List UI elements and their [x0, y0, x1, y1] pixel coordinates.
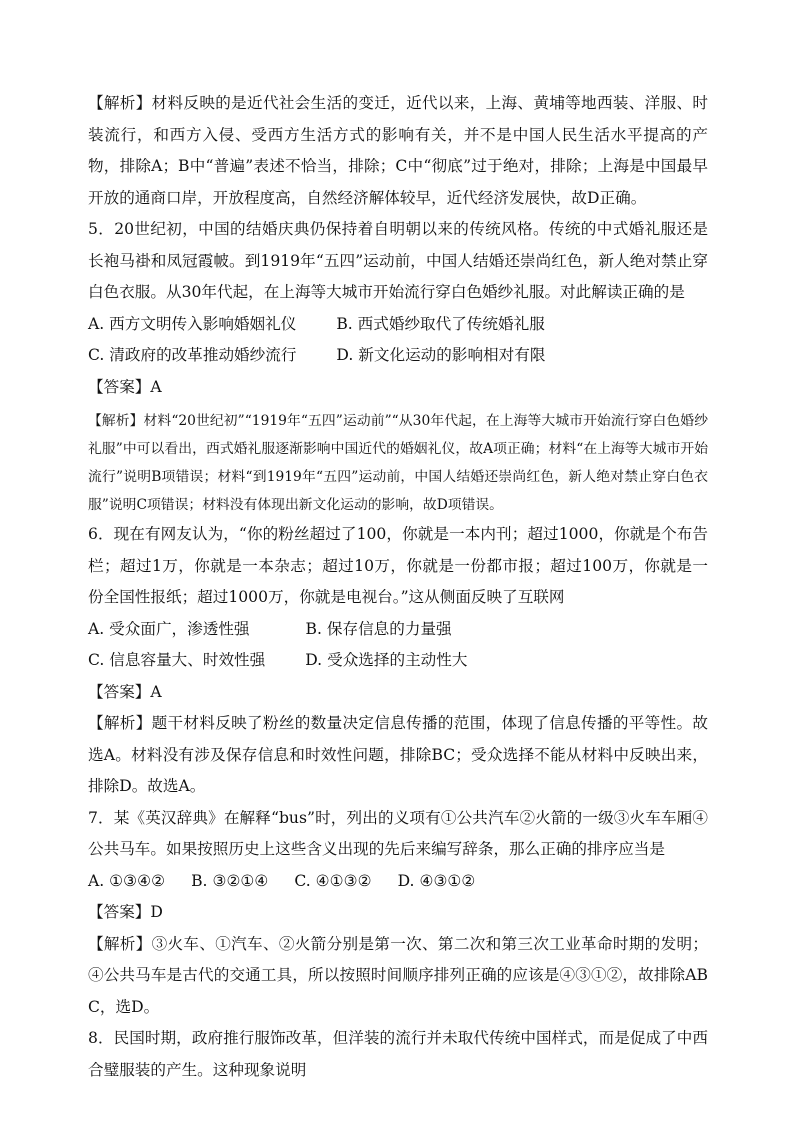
analysis-q5: 【解析】材料“20世纪初”“1919年“五四”运动前”“从30年代起，在上海等大城市开始流行穿白色婚纱礼服”中可以看出，西式婚礼服逐渐影响中国近代的婚姻礼仪，故A项正确；材料“在上海等大城市开始流行”说明B项错误；材料“到1919年“五四”运动前，中国人结婚还崇尚红色，新人绝对禁止穿白色衣服”说明C项错误；材料没有体现出新文化运动的影响，故D项错误。	[88, 413, 708, 513]
options-q6-row2	[88, 645, 708, 677]
option-q5-d: D. 新文化运动的影响相对有限	[336, 346, 546, 364]
option-q6-d: D. 受众选择的主动性大	[305, 651, 468, 669]
option-q7-a: A. ①③④②	[88, 871, 166, 890]
answer-q5: 【答案】A	[88, 377, 162, 396]
option-q6-c: C. 信息容量大、时效性强	[88, 651, 266, 669]
options-q6-row1	[88, 614, 708, 646]
option-q6-b: B. 保存信息的力量强	[305, 619, 452, 638]
analysis-q6: 【解析】题干材料反映了粉丝的数量决定信息传播的范围，体现了信息传播的平等性。故选A。材料没有涉及保存信息和时效性问题，排除BC；受众选择不能从材料中反映出来，排除D。故选A。	[88, 714, 708, 795]
option-q7-c: C. ④①③②	[294, 871, 372, 890]
option-q7-d: D. ④③①②	[397, 871, 476, 890]
answer-q6: 【答案】A	[88, 682, 162, 701]
question-7: 7．某《英汉辞典》在解释“bus”时，列出的义项有①公共汽车②火箭的一级③火车车厢④公共马车。如果按照历史上这些含义出现的先后来编写辞条，那么正确的排序应当是	[88, 808, 708, 858]
question-8: 8．民国时期，政府推行服饰改革，但洋装的流行并未取代传统中国样式，而是促成了中西合璧服装的产生。这种现象说明	[88, 1029, 708, 1079]
options-q7	[88, 866, 708, 898]
option-q6-a: A. 受众面广，渗透性强	[88, 619, 250, 638]
analysis-q4: 【解析】材料反映的是近代社会生活的变迁，近代以来，上海、黄埔等地西装、洋服、时装流行，和西方入侵、受西方生活方式的影响有关，并不是中国人民生活水平提高的产物，排除A；B中“普遍”表述不恰当，排除；C中“彻底”过于绝对，排除；上海是中国最早开放的通商口岸，开放程度高，自然经济解体较早，近代经济发展快，故D正确。	[88, 94, 708, 207]
option-q5-a: A. 西方文明传入影响婚姻礼仪	[88, 314, 297, 333]
options-q5-row1	[88, 309, 708, 341]
answer-q7: 【答案】D	[88, 903, 163, 921]
question-5: 5．20世纪初，中国的结婚庆典仍保持着自明朝以来的传统风格。传统的中式婚礼服还是长袍马褂和凤冠霞帔。到1919年“五四”运动前，中国人结婚还崇尚红色，新人绝对禁止穿白色衣服。从30年代起，在上海等大城市开始流行穿白色婚纱礼服。对此解读正确的是	[88, 220, 708, 301]
question-6: 6．现在有网友认为，“你的粉丝超过了100，你就是一本内刊；超过1000，你就是个布告栏；超过1万，你就是一本杂志；超过10万，你就是一份都市报；超过100万，你就是一份全国性报纸；超过1000万，你就是电视台。”这从侧面反映了互联网	[88, 525, 708, 606]
option-q7-b: B. ③②①④	[191, 871, 269, 890]
option-q5-b: B. 西式婚纱取代了传统婚礼服	[336, 314, 545, 333]
option-q5-c: C. 清政府的改革推动婚纱流行	[88, 346, 297, 364]
options-q5-row2	[88, 340, 708, 372]
analysis-q7: 【解析】③火车、①汽车、②火箭分别是第一次、第二次和第三次工业革命时期的发明；④公共马车是古代的交通工具，所以按照时间顺序排列正确的应该是④③①②，故排除ABC，选D。	[88, 934, 708, 1016]
